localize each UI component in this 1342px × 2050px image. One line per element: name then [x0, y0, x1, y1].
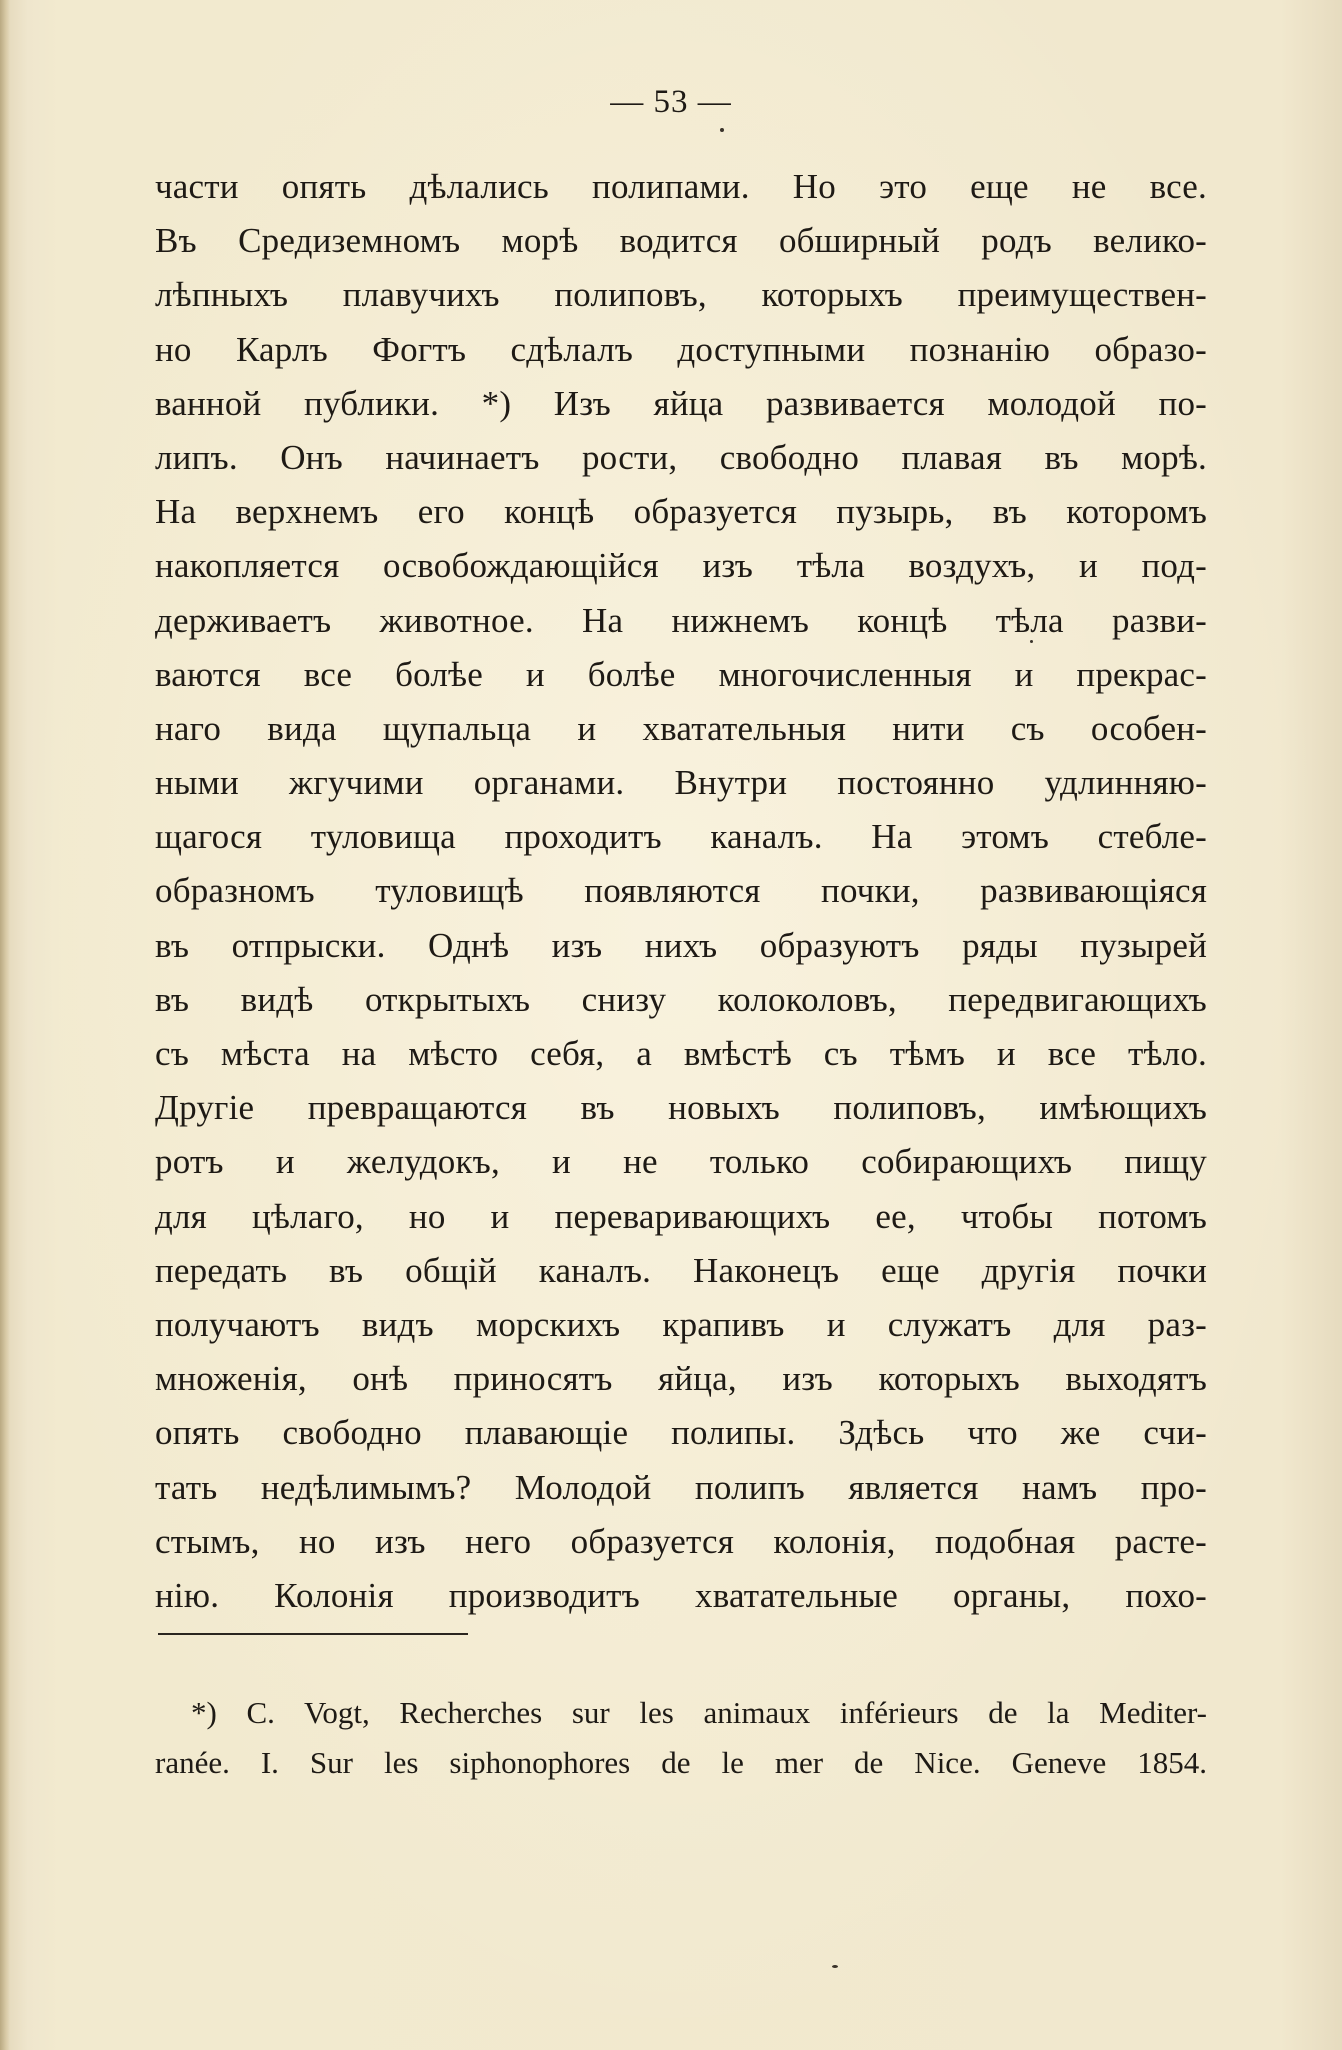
text-line: накопляется освобождающійся изъ тѣла воздухъ, и под-: [155, 546, 1207, 586]
text-line: въ видѣ открытыхъ снизу колоколовъ, передвигающихъ: [155, 979, 1207, 1019]
footnote-line: ranée. I. Sur les siphonophores de le mer de Nice. Geneve 1854.: [155, 1745, 1207, 1780]
text-line: части опять дѣлались полипами. Но это еще не все.: [155, 167, 1207, 206]
text-line: На верхнемъ его концѣ образуется пузырь, въ которомъ: [155, 492, 1207, 532]
ink-speck: [1030, 640, 1033, 643]
text-line: но Карлъ Фогтъ сдѣлалъ доступными познанію образо-: [155, 329, 1207, 369]
text-line: Другіе превращаются въ новыхъ полиповъ, имѣющихъ: [155, 1088, 1207, 1128]
text-line: множенія, онѣ приносятъ яйца, изъ которыхъ выходятъ: [155, 1359, 1207, 1399]
text-line: липъ. Онъ начинаетъ рости, свободно плавая въ морѣ.: [155, 437, 1207, 477]
text-line: для цѣлаго, но и переваривающихъ ее, чтобы потомъ: [155, 1196, 1207, 1236]
text-line: лѣпныхъ плавучихъ полиповъ, которыхъ преимуществен-: [155, 275, 1207, 315]
footnote-line: *) C. Vogt, Recherches sur les animaux inférieurs de la Mediter-: [191, 1695, 1207, 1730]
text-line: въ отпрыски. Однѣ изъ нихъ образуютъ ряды пузырей: [155, 925, 1207, 965]
text-line: образномъ туловищѣ появляются почки, развивающіяся: [155, 871, 1207, 911]
text-line: съ мѣста на мѣсто себя, а вмѣстѣ съ тѣмъ и все тѣло.: [155, 1034, 1207, 1073]
text-line: держиваетъ животное. На нижнемъ концѣ тѣла разви-: [155, 600, 1207, 640]
text-line: щагося туловища проходитъ каналъ. На этомъ стебле-: [155, 817, 1207, 857]
text-line: опять свободно плавающіе полипы. Здѣсь что же счи-: [155, 1413, 1207, 1453]
text-line: ротъ и желудокъ, и не только собирающихъ пищу: [155, 1142, 1207, 1182]
text-line: ванной публики. *) Изъ яйца развивается молодой по-: [155, 383, 1207, 423]
text-line: стымъ, но изъ него образуется колонія, подобная расте-: [155, 1521, 1207, 1561]
text-line: Въ Средиземномъ морѣ водится обширный родъ велико-: [155, 221, 1207, 261]
page-binding-edge: [0, 0, 10, 2050]
page-number: — 53 —: [610, 84, 732, 120]
text-line: ными жгучими органами. Внутри постоянно удлинняю-: [155, 763, 1207, 803]
text-line: передать въ общій каналъ. Наконецъ еще другія почки: [155, 1250, 1207, 1290]
footnote-separator: [158, 1633, 468, 1635]
text-line: тать недѣлимымъ? Молодой полипъ является намъ про-: [155, 1467, 1207, 1507]
text-line: нію. Колонія производитъ хватательные органы, похо-: [155, 1575, 1207, 1615]
text-line: получаютъ видъ морскихъ крапивъ и служатъ для раз-: [155, 1304, 1207, 1344]
text-line: наго вида щупальца и хватательныя нити съ особен-: [155, 708, 1207, 748]
footnote: [155, 1688, 1207, 1788]
ink-speck: [832, 1965, 838, 1968]
text-line: ваются все болѣе и болѣе многочисленныя и прекрас-: [155, 654, 1207, 694]
ink-speck: [720, 128, 724, 132]
body-text: [155, 160, 1207, 1623]
